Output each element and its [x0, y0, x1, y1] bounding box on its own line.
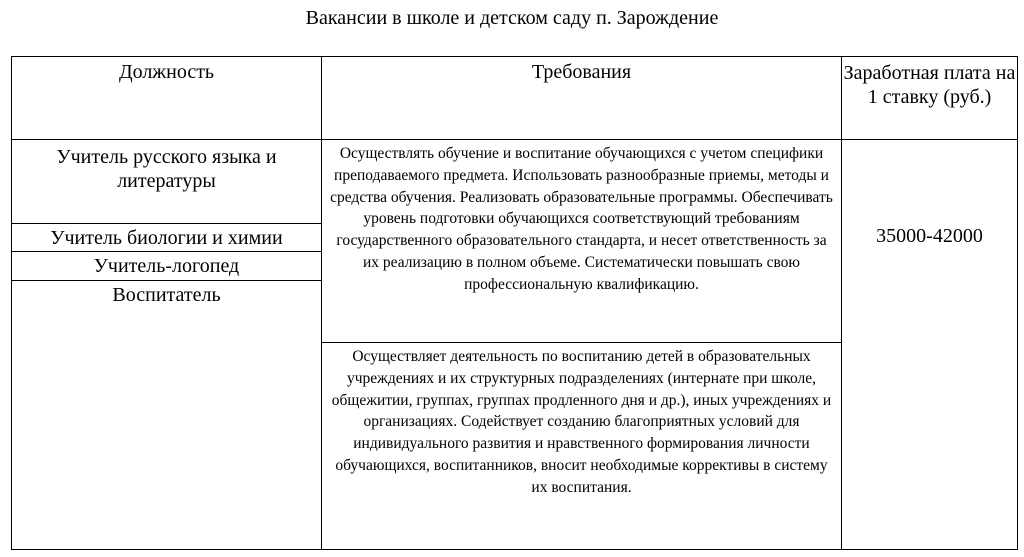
- requirements-educator: Осуществляет деятельность по воспитанию детей в образовательных учреждениях и их структурных подразделениях (интернате при школе, общежитии, группах, группах продленного дня и др.), иных учреждениях и организациях. Содействует созданию благоприятных условий для индивидуального развития и нравственного формирования личности обучающихся, воспитанников, вносит необходимые коррективы в систему их воспитания.: [331, 348, 832, 496]
- position-label: Воспитатель: [112, 284, 221, 306]
- header-position-label: Должность: [118, 61, 215, 83]
- position-label: Учитель русского языка и литературы: [56, 146, 277, 192]
- header-requirements-label: Требования: [531, 61, 632, 83]
- position-label: Учитель биологии и химии: [50, 227, 283, 249]
- position-label: Учитель-логопед: [93, 255, 240, 277]
- requirements-cell: [322, 140, 842, 550]
- position-speech-therapist: [12, 252, 321, 281]
- salary-cell: [842, 140, 1018, 550]
- position-biology-chemistry-teacher: [12, 224, 321, 252]
- table-row: [12, 140, 1018, 550]
- header-salary-label: Заработная плата на 1 ставку (руб.): [843, 62, 1016, 108]
- header-requirements: [322, 57, 842, 140]
- position-educator: [12, 281, 321, 307]
- salary-value: 35000-42000: [876, 225, 983, 247]
- header-salary: [842, 57, 1018, 140]
- table-header-row: [12, 57, 1018, 140]
- position-russian-teacher: [12, 140, 321, 224]
- page-title: Вакансии в школе и детском саду п. Зарождение: [305, 7, 719, 29]
- header-position: [12, 57, 322, 140]
- requirements-teachers: Осуществлять обучение и воспитание обучающихся с учетом специфики преподаваемого предмета. Использовать разнообразные приемы, методы и средства обучения. Реализовать образовательные программы. Обеспечивать уровень подготовки обучающихся соответствующий требованиям государственного образовательного стандарта, и несет ответственность за их реализацию в полном объеме. Систематически повышать свою профессиональную квалификацию.: [322, 140, 841, 343]
- positions-cell: [12, 140, 322, 550]
- vacancies-table: [11, 56, 1018, 550]
